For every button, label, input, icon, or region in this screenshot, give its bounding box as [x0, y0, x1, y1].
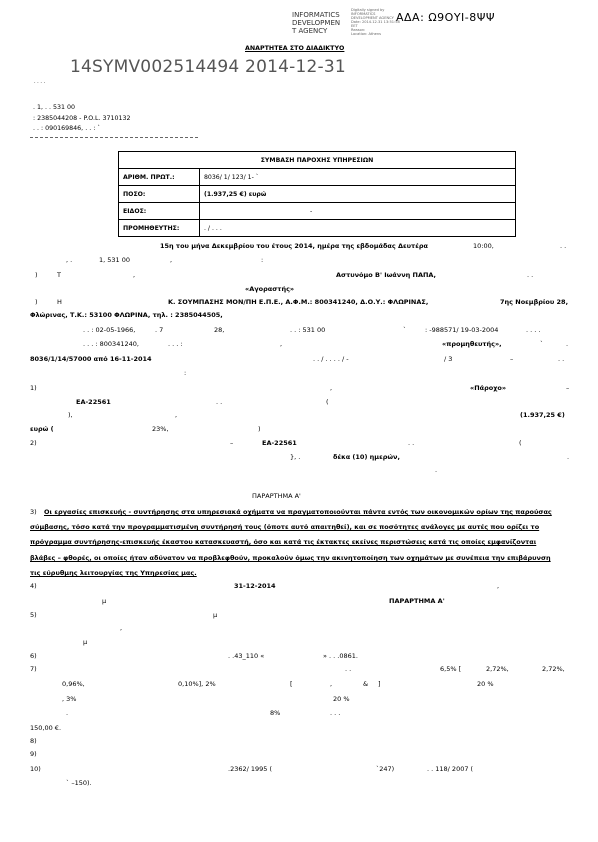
vat-rate: 23%, [152, 425, 169, 433]
text: . . [558, 355, 565, 363]
party-number: ) [35, 298, 38, 306]
item-number: 6) [30, 652, 37, 660]
text: . . / . . . . / - [313, 355, 349, 363]
percentage: , 3% [62, 695, 77, 703]
box-row [119, 186, 516, 203]
text: μ [102, 597, 107, 605]
item-number: 2) [30, 439, 37, 447]
text: . . [527, 271, 534, 279]
text: – [230, 439, 234, 447]
text: , [330, 384, 333, 392]
box-value: 8036/ 1/ 123/ 1- ` [200, 169, 516, 186]
item-number: 3) [30, 508, 37, 516]
annex-title: ΠΑΡΑΡΤΗΜΑ Α' [252, 492, 301, 500]
officer-name: Αστυνόμο Β' Ιωάννη ΠΑΠΑ, [336, 271, 436, 279]
box-value: . / . . . [200, 220, 516, 237]
paragraph-line: σύμβασης, τόσο κατά την προγραμματισμένη συντήρησή τους (όποτε αυτό απαιτηθεί), και σε ποσότητες ανάλογες με αυτές που ορίζει το [30, 523, 540, 531]
percentage: 20 % [477, 680, 494, 688]
text: μ [213, 611, 218, 619]
text: . [567, 453, 570, 461]
registration: : -988571/ 19-03-2004 [425, 326, 499, 334]
text: μ [83, 638, 88, 646]
vat-number: . . . : 800341240, [83, 340, 139, 348]
text: ( [326, 398, 329, 406]
paragraph-line: βλάβες – φθορές, οι οποίες ήταν αδύνατον να προβλεφθούν, προκαλούν όμως την ακινητοποίηση των οχημάτων με συνέπεια την επιβάρυνση [30, 554, 551, 562]
signature-detail-line: Location: Athens [351, 32, 381, 36]
sender-line: : 2385044208 - P.O.L. 3710132 [33, 115, 131, 122]
vehicle-plate: ΕΑ-22561 [262, 439, 297, 447]
text: ευρώ ( [30, 425, 54, 433]
text: : [261, 256, 264, 264]
vehicle-plate: ΕΑ-22561 [76, 398, 111, 406]
item-number: 7) [30, 665, 37, 673]
signature-detail-line: INFORMATICS [351, 12, 376, 16]
deadline: δέκα (10) ημερών, [333, 453, 400, 461]
percentage: 2,72%, [486, 665, 509, 673]
text: `247) [376, 765, 395, 773]
provider-label: «Πάροχο» [470, 384, 507, 392]
signature-detail-line: EET [351, 24, 358, 28]
time: 10:00, [473, 242, 494, 250]
address: 1, 531 00 [99, 256, 131, 264]
percentage: 2,72%, [542, 665, 565, 673]
box-value: (1.937,25 €) ευρώ [200, 186, 516, 203]
text: , [330, 680, 333, 688]
box-title: ΣΥΜΒΑΣΗ ΠΑΡΟΧΗΣ ΥΠΗΡΕΣΙΩΝ [119, 152, 516, 169]
text: , [120, 624, 123, 632]
law-reference: . . 118/ 2007 ( [427, 765, 474, 773]
divider [30, 137, 198, 138]
item-number: 4) [30, 582, 37, 590]
annex-reference: ΠΑΡΑΡΤΗΜΑ Α' [389, 597, 445, 605]
paragraph-line: Οι εργασίες επισκευής - συντήρησης στα υπηρεσιακά οχήματα να πραγματοποιούνται πάντα εντός των οικονομικών ορίων της παρούσας [44, 508, 552, 516]
text: , . [66, 256, 73, 264]
text: . . [560, 242, 567, 250]
amount: (1.937,25 €) [520, 411, 565, 419]
text: ] [378, 680, 381, 688]
text: }, . [290, 453, 301, 461]
signer-name [292, 11, 340, 35]
text: , [175, 411, 178, 419]
company-details: Φλώρινας, Τ.Κ.: 53100 ΦΛΩΡΙΝΑ, τηλ. : 2385044505, [30, 311, 223, 319]
text: , [133, 271, 136, 279]
end-date: 31-12-2014 [234, 582, 276, 590]
box-title-row [119, 152, 516, 169]
text: Τ [57, 271, 61, 279]
item-number: 9) [30, 750, 37, 758]
percentage: 8% [270, 709, 281, 717]
sender-line: . . . . [34, 79, 46, 85]
box-row [119, 220, 516, 237]
percentage: 6,5% [ [440, 665, 462, 673]
item-number: 10) [30, 765, 41, 773]
box-label: ΠΡΟΜΗΘΕΥΤΗΣ: [119, 220, 200, 237]
text: . . . . [526, 326, 541, 334]
text: ` [540, 340, 544, 348]
text: . [435, 466, 438, 474]
text: : [184, 369, 187, 377]
text: ), [68, 411, 73, 419]
fee: 150,00 €. [30, 724, 62, 732]
reference-number: 8036/1/14/57000 από 16-11-2014 [30, 355, 152, 363]
text: ` [403, 326, 407, 334]
text: . . [216, 398, 223, 406]
signature-detail-line: DEVELOPMENT AGENCY [351, 16, 394, 20]
text: 28, [214, 326, 225, 334]
text: . . [408, 439, 415, 447]
posting-note: ΑΝΑΡΤΗΤΕΑ ΣΤΟ ΔΙΑΔΙΚΤΥΟ [245, 45, 345, 52]
date-line: 15η του μήνα Δεκεμβρίου του έτους 2014, ημέρα της εβδομάδας Δευτέρα [160, 242, 428, 250]
box-label: ΠΟΣΟ: [119, 186, 200, 203]
text: ) [258, 425, 261, 433]
text: . 7 [155, 326, 164, 334]
text: . . : 02-05-1966, [83, 326, 136, 334]
text: . . [345, 665, 352, 673]
text: , [280, 340, 283, 348]
text: . . : 531 00 [290, 326, 326, 334]
text: . . . : [168, 340, 183, 348]
signature-detail-line: Date: 2014.12.31 13:51:58 [351, 20, 400, 24]
text: . [566, 340, 569, 348]
item-number: 8) [30, 737, 37, 745]
item-number: 1) [30, 384, 37, 392]
text: – [510, 355, 514, 363]
paragraph-line: τις εύρυθμης λειτουργίας της Υπηρεσίας μας. [30, 569, 197, 577]
sender-line: . . : 090169846, . . : ` [33, 125, 101, 132]
buyer-label: «Αγοραστής» [245, 285, 295, 293]
percentage: 0,10%], 2% [178, 680, 216, 688]
signer-line: T AGENCY [292, 27, 328, 35]
text: ( [519, 439, 522, 447]
text: » . . .0861. [323, 652, 358, 660]
box-value: - [200, 203, 516, 220]
ada-code: ΑΔΑ: Ω9ΟΥΙ-8ΨΨ [396, 11, 496, 24]
paragraph-line: πρόγραμμα συντήρησης-επισκευής έκαστου κατασκευαστή, όσο και κατά τις έκτακτες εκείνες περιστώσεις κατά τις οποίες εμφανίζονται [30, 538, 537, 546]
signer-line: DEVELOPMEN [292, 19, 341, 27]
text: & [363, 680, 369, 688]
supplier-label: «προμηθευτής», [442, 340, 502, 348]
signer-line: INFORMATICS [292, 11, 340, 19]
box-row [119, 203, 516, 220]
box-label: ΑΡΙΘΜ. ΠΡΩΤ.: [119, 169, 200, 186]
contract-box [118, 151, 516, 237]
text: / 3 [444, 355, 453, 363]
signature-details [351, 8, 400, 36]
law-reference: .2362/ 1995 ( [228, 765, 273, 773]
item-number: 5) [30, 611, 37, 619]
percentage: 20 % [333, 695, 350, 703]
percentage: 0,96%, [62, 680, 85, 688]
text: , [170, 256, 173, 264]
text: – [566, 384, 570, 392]
text: [ [290, 680, 293, 688]
text: . [66, 709, 69, 717]
text: Η [57, 298, 62, 306]
text: ` –150). [66, 779, 92, 787]
box-row [119, 169, 516, 186]
document-code: 14SYMV002514494 2014-12-31 [70, 57, 346, 77]
signature-detail-line: Reason: [351, 28, 366, 32]
company-address: 7ης Νοεμβρίου 28, [500, 298, 569, 306]
text: . .43_110 « [228, 652, 265, 660]
box-label: ΕΙΔΟΣ: [119, 203, 200, 220]
signature-detail-line: Digitally signed by [351, 8, 385, 12]
party-number: ) [35, 271, 38, 279]
text: , [497, 582, 500, 590]
company-name: Κ. ΣΟΥΜΠΑΣΗΣ ΜΟΝ/ΠΗ Ε.Π.Ε., Α.Φ.Μ.: 800341240, Δ.Ο.Υ.: ΦΛΩΡΙΝΑΣ, [168, 298, 429, 306]
text: . . . [330, 709, 341, 717]
sender-line: . 1, . . 531 00 [33, 104, 76, 111]
